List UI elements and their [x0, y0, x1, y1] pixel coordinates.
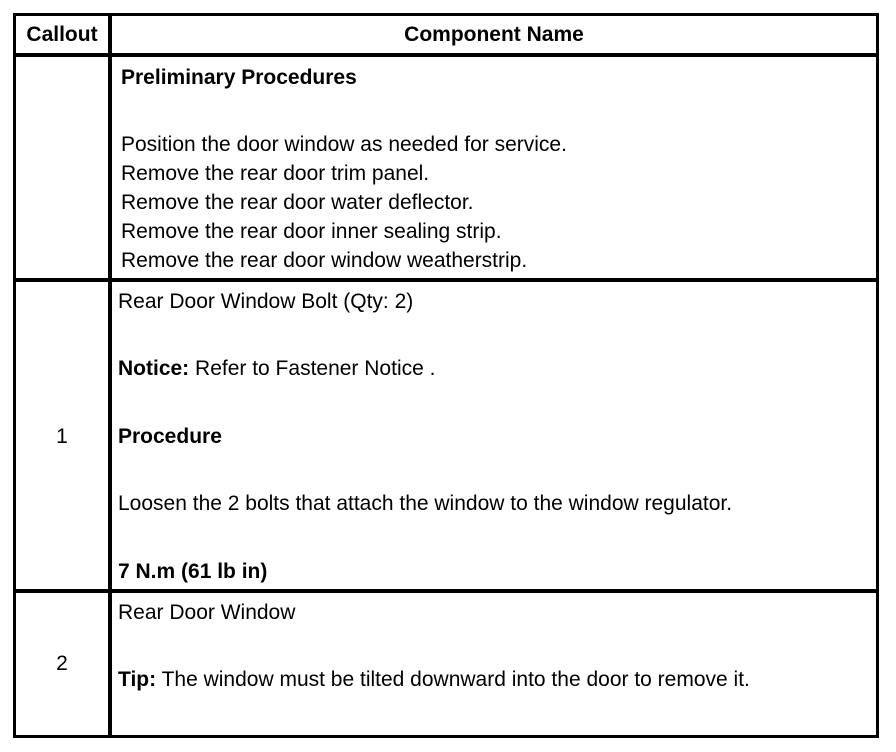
- procedure-text: Loosen the 2 bolts that attach the window to the window regulator.: [118, 492, 733, 515]
- torque-spec: 7 N.m (61 lb in): [118, 560, 268, 583]
- component-name: Rear Door Window: [118, 601, 296, 624]
- row-callout: 1: [56, 425, 68, 448]
- notice-label: Notice:: [118, 357, 190, 380]
- notice-text: Refer to Fastener Notice .: [189, 357, 436, 380]
- preliminary-title: Preliminary Procedures: [121, 66, 357, 89]
- row-divider: [13, 589, 879, 593]
- tip-text: The window must be tilted downward into the door to remove it.: [156, 668, 750, 691]
- header-callout: Callout: [26, 23, 98, 46]
- preliminary-step: Remove the rear door inner sealing strip.: [121, 220, 502, 243]
- preliminary-step: Position the door window as needed for service.: [121, 133, 567, 156]
- notice-line: [118, 357, 435, 381]
- row-divider: [13, 278, 879, 282]
- header-divider: [13, 53, 879, 57]
- preliminary-step: Remove the rear door trim panel.: [121, 162, 430, 185]
- preliminary-step: Remove the rear door window weatherstrip.: [121, 249, 528, 272]
- component-name: Rear Door Window Bolt (Qty: 2): [118, 290, 414, 313]
- tip-label: Tip:: [118, 668, 157, 691]
- procedure-label: Procedure: [118, 425, 222, 448]
- column-divider: [108, 13, 112, 738]
- row-callout: 2: [56, 652, 68, 675]
- preliminary-step: Remove the rear door water deflector.: [121, 191, 474, 214]
- tip-line: [118, 668, 750, 692]
- header-component-name: Component Name: [404, 23, 584, 46]
